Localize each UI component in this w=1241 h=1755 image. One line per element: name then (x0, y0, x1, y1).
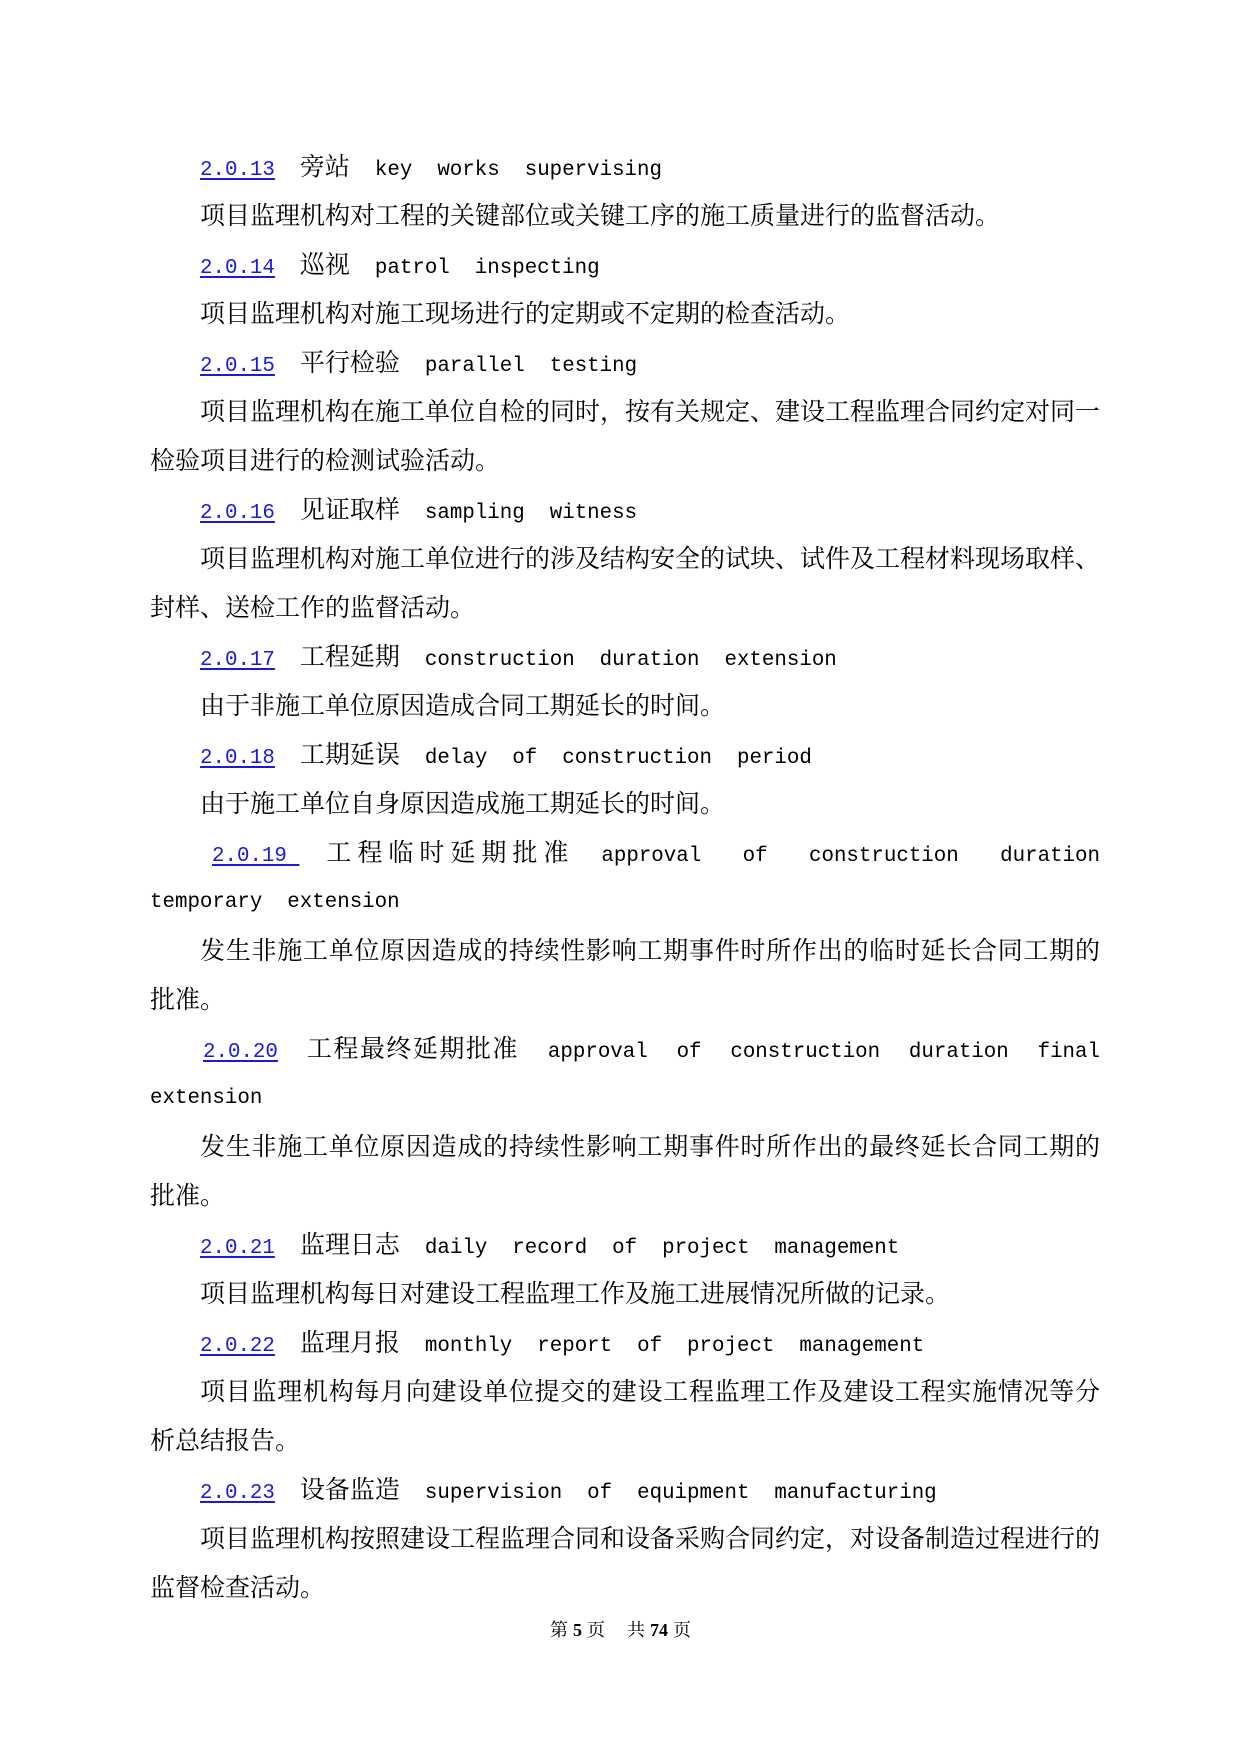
term-definition-line: 项目监理机构按照建设工程监理合同和设备采购合同约定，对设备制造过程进行的 (200, 1526, 1101, 1553)
term-definition-line: 批准。 (150, 987, 226, 1014)
total-pages-suffix: 页 (673, 1620, 691, 1640)
page-footer (0, 1618, 1241, 1642)
term-name-en: daily record of project management (424, 1237, 900, 1260)
term-name-en-continued: extension (150, 1087, 263, 1110)
term-heading (150, 1319, 1100, 1368)
term-name-zh: 设备监造 (299, 1477, 400, 1504)
term-heading (150, 241, 1100, 290)
term-heading (150, 143, 1100, 192)
term-number-link[interactable]: 2.0.16 (200, 502, 275, 525)
term-name-en: approval of construction duration final (547, 1041, 1100, 1064)
term-number-link[interactable]: 2.0.19 (212, 845, 287, 868)
term-definition-line: 发生非施工单位原因造成的持续性影响工期事件时所作出的临时延长合同工期的 (200, 938, 1100, 965)
term-name-zh: 工期延误 (299, 742, 400, 769)
term-name-en: sampling witness (424, 502, 638, 525)
term-name-zh: 见证取样 (299, 497, 400, 524)
term-definition-line: 批准。 (150, 1183, 226, 1210)
term-number-link[interactable]: 2.0.22 (200, 1335, 275, 1358)
term-heading (150, 486, 1100, 535)
term-number-link[interactable]: 2.0.23 (200, 1482, 275, 1505)
term-name-zh: 工程最终延期批准 (306, 1036, 519, 1063)
term-definition-line: 发生非施工单位原因造成的持续性影响工期事件时所作出的最终延长合同工期的 (200, 1134, 1100, 1161)
term-name-zh: 巡视 (299, 252, 350, 279)
term-name-en: supervision of equipment manufacturing (424, 1482, 937, 1505)
term-definition-line: 项目监理机构在施工单位自检的同时，按有关规定、建设工程监理合同约定对同一 (200, 399, 1101, 426)
term-number-link[interactable]: 2.0.14 (200, 257, 275, 280)
term-name-zh: 平行检验 (299, 350, 400, 377)
term-name-en: monthly report of project management (424, 1335, 925, 1358)
term-number-link[interactable]: 2.0.17 (200, 649, 275, 672)
term-name-en: delay of construction period (424, 747, 812, 770)
term-name-en: construction duration extension (424, 649, 837, 672)
term-definition-line: 由于非施工单位原因造成合同工期延长的时间。 (200, 693, 726, 720)
page-number: 5 (573, 1620, 582, 1640)
term-number-link[interactable]: 2.0.21 (200, 1237, 275, 1260)
term-definition-line: 项目监理机构每日对建设工程监理工作及施工进展情况所做的记录。 (200, 1281, 951, 1308)
total-pages-prefix: 共 (627, 1620, 645, 1640)
document-body (150, 143, 1100, 1613)
term-heading (150, 339, 1100, 388)
term-heading (150, 1466, 1100, 1515)
term-name-en: key works supervising (374, 159, 662, 182)
term-definition-line: 析总结报告。 (150, 1428, 301, 1455)
term-number-link[interactable]: 2.0.15 (200, 355, 275, 378)
term-definition-line: 封样、送检工作的监督活动。 (150, 595, 476, 622)
term-definition-line: 监督检查活动。 (150, 1575, 326, 1602)
term-name-en: patrol inspecting (374, 257, 600, 280)
term-definition-line: 项目监理机构对工程的关键部位或关键工序的施工质量进行的监督活动。 (200, 203, 1001, 230)
term-name-en-continued: temporary extension (150, 891, 400, 914)
term-number-link[interactable]: 2.0.18 (200, 747, 275, 770)
term-name-zh: 旁站 (299, 154, 350, 181)
term-name-en: approval of construction duration (601, 845, 1100, 868)
page-number-prefix: 第 (550, 1620, 568, 1640)
term-definition-line: 检验项目进行的检测试验活动。 (150, 448, 501, 475)
term-definition-line: 由于施工单位自身原因造成施工期延长的时间。 (200, 791, 726, 818)
page-number-suffix: 页 (587, 1620, 605, 1640)
term-heading (150, 1221, 1100, 1270)
total-pages: 74 (650, 1620, 668, 1640)
term-number-link[interactable]: 2.0.13 (200, 159, 275, 182)
term-heading (150, 829, 1100, 878)
term-heading (150, 731, 1100, 780)
term-definition-line: 项目监理机构对施工现场进行的定期或不定期的检查活动。 (200, 301, 851, 328)
term-name-zh: 工程延期 (299, 644, 400, 671)
term-name-zh: 工程临时延期批准 (326, 840, 575, 867)
term-heading (150, 633, 1100, 682)
term-name-en: parallel testing (424, 355, 638, 378)
term-heading (150, 1025, 1100, 1074)
term-definition-line: 项目监理机构对施工单位进行的涉及结构安全的试块、试件及工程材料现场取样、 (200, 546, 1101, 573)
term-name-zh: 监理月报 (299, 1330, 400, 1357)
term-definition-line: 项目监理机构每月向建设单位提交的建设工程监理工作及建设工程实施情况等分 (200, 1379, 1100, 1406)
term-number-link[interactable]: 2.0.20 (203, 1041, 278, 1064)
term-name-zh: 监理日志 (299, 1232, 400, 1259)
